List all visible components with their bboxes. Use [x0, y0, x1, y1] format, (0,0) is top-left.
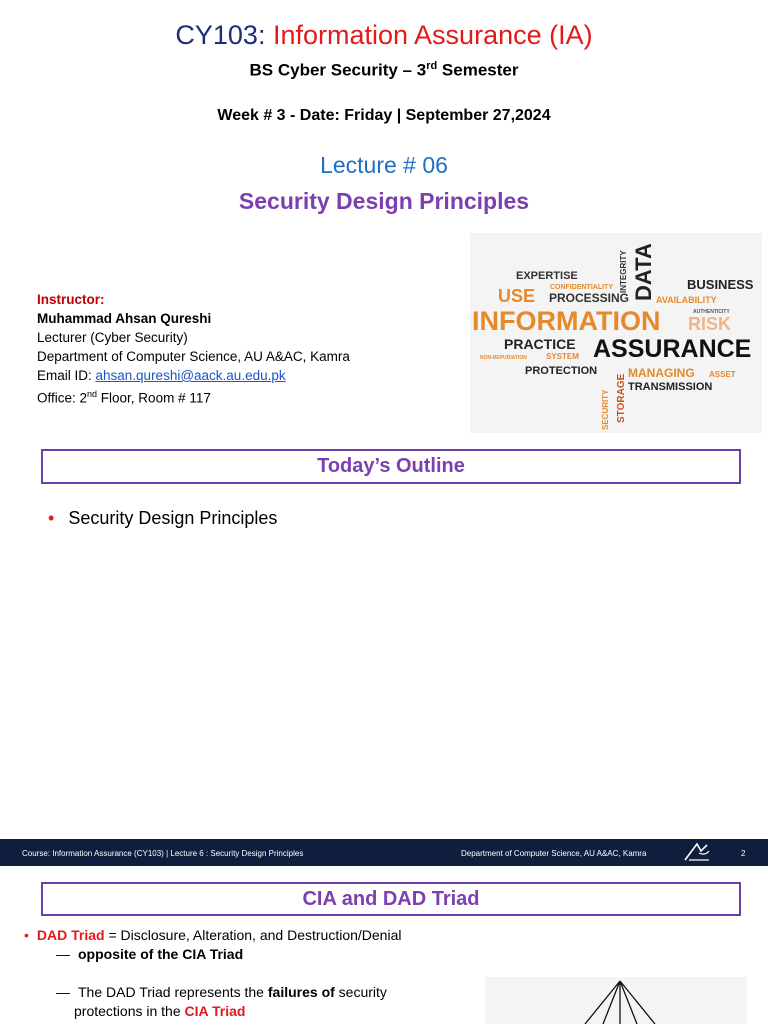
instructor-name: Muhammad Ahsan Qureshi: [37, 311, 212, 326]
wc-managing: MANAGING: [628, 366, 695, 380]
wc-practice: PRACTICE: [504, 336, 576, 352]
email-link[interactable]: ahsan.qureshi@aack.au.edu.pk: [95, 368, 286, 383]
course-title: [0, 20, 768, 51]
bullet-icon: •: [48, 508, 55, 528]
outline-list-item: [48, 508, 277, 529]
dad-triad-content: [24, 926, 464, 1021]
wc-authenticity: AUTHENTICITY: [693, 309, 730, 315]
program-line: [0, 60, 768, 81]
instructor-label: Instructor:: [37, 292, 105, 307]
wc-nonrepudiation: NON-REPUDIATION: [480, 355, 527, 361]
wc-processing: PROCESSING: [549, 291, 630, 305]
word-cloud-image: [470, 233, 762, 433]
triad-diagram-image: [485, 977, 747, 1024]
cia-dad-heading: CIA and DAD Triad: [41, 882, 741, 916]
dad-point-1-text: opposite of the CIA Triad: [78, 946, 244, 962]
lecture-number: Lecture # 06: [320, 152, 448, 178]
dash-icon: —: [56, 984, 70, 1000]
wc-availability: AVAILABILITY: [656, 295, 717, 305]
instructor-email-line: [37, 366, 350, 385]
instructor-role: Lecturer (Cyber Security): [37, 330, 188, 345]
wc-confidentiality: CONFIDENTIALITY: [550, 284, 613, 291]
dad-definition: = Disclosure, Alteration, and Destruction/Denial: [104, 927, 402, 943]
wc-expertise: EXPERTISE: [516, 270, 578, 282]
wc-use: USE: [498, 286, 536, 306]
wc-asset: ASSET: [709, 370, 736, 379]
wc-protection: PROTECTION: [525, 365, 598, 377]
dad-point-2-line2-b: CIA Triad: [184, 1003, 246, 1019]
university-logo-icon: [683, 841, 713, 863]
instructor-info: [37, 290, 350, 408]
outline-heading: Today’s Outline: [41, 449, 741, 484]
footer-department: Department of Computer Science, AU A&AC, Kamra: [461, 849, 647, 858]
course-code: CY103:: [175, 20, 266, 50]
dad-point-2-b: failures of: [267, 984, 335, 1000]
course-name: Information Assurance (IA): [272, 20, 593, 50]
office-b: Floor, Room # 117: [97, 390, 211, 406]
program-tail: Semester: [437, 60, 519, 80]
email-label: Email ID:: [37, 368, 96, 383]
spacer: [24, 964, 464, 983]
dad-definition-line: [24, 926, 464, 945]
wc-system: SYSTEM: [546, 352, 579, 361]
triad-pyramid-icon: [485, 977, 747, 1024]
dad-point-2-c: security: [334, 984, 387, 1000]
instructor-dept: Department of Computer Science, AU A&AC, Kamra: [37, 349, 350, 364]
dad-point-1: [24, 945, 464, 964]
week-line: Week # 3 - Date: Friday | September 27,2024: [217, 107, 551, 124]
wc-information: INFORMATION: [472, 306, 661, 336]
dad-point-2: [24, 983, 464, 1002]
lecture-topic: Security Design Principles: [238, 188, 530, 214]
outline-item-text: Security Design Principles: [68, 508, 278, 528]
wc-assurance: ASSURANCE: [593, 335, 752, 363]
wc-data: DATA: [631, 243, 656, 301]
office-sup: nd: [87, 389, 98, 399]
dad-point-2-line2: [24, 1002, 464, 1021]
dad-term: DAD Triad: [36, 927, 105, 943]
dad-point-2-a: The DAD Triad represents the: [78, 984, 268, 1000]
wc-risk: RISK: [688, 314, 732, 334]
wc-security: SECURITY: [601, 389, 610, 430]
wc-business: BUSINESS: [687, 277, 754, 292]
instructor-office: [37, 385, 350, 408]
program-text: BS Cyber Security – 3: [249, 60, 427, 80]
program-sup: rd: [426, 60, 438, 72]
office-a: Office: 2: [37, 390, 88, 406]
footer-page-number: 2: [741, 849, 746, 858]
word-cloud-svg: [470, 233, 762, 433]
wc-storage: STORAGE: [616, 373, 627, 423]
dash-icon: —: [56, 946, 70, 962]
dad-point-2-line2-a: protections in the: [74, 1003, 185, 1019]
wc-integrity: INTEGRITY: [619, 250, 628, 293]
bullet-icon: •: [24, 927, 29, 943]
slide-footer: [0, 839, 768, 866]
wc-transmission: TRANSMISSION: [628, 381, 713, 393]
footer-course-info: Course: Information Assurance (CY103) | Lecture 6 : Security Design Principles: [22, 849, 304, 858]
